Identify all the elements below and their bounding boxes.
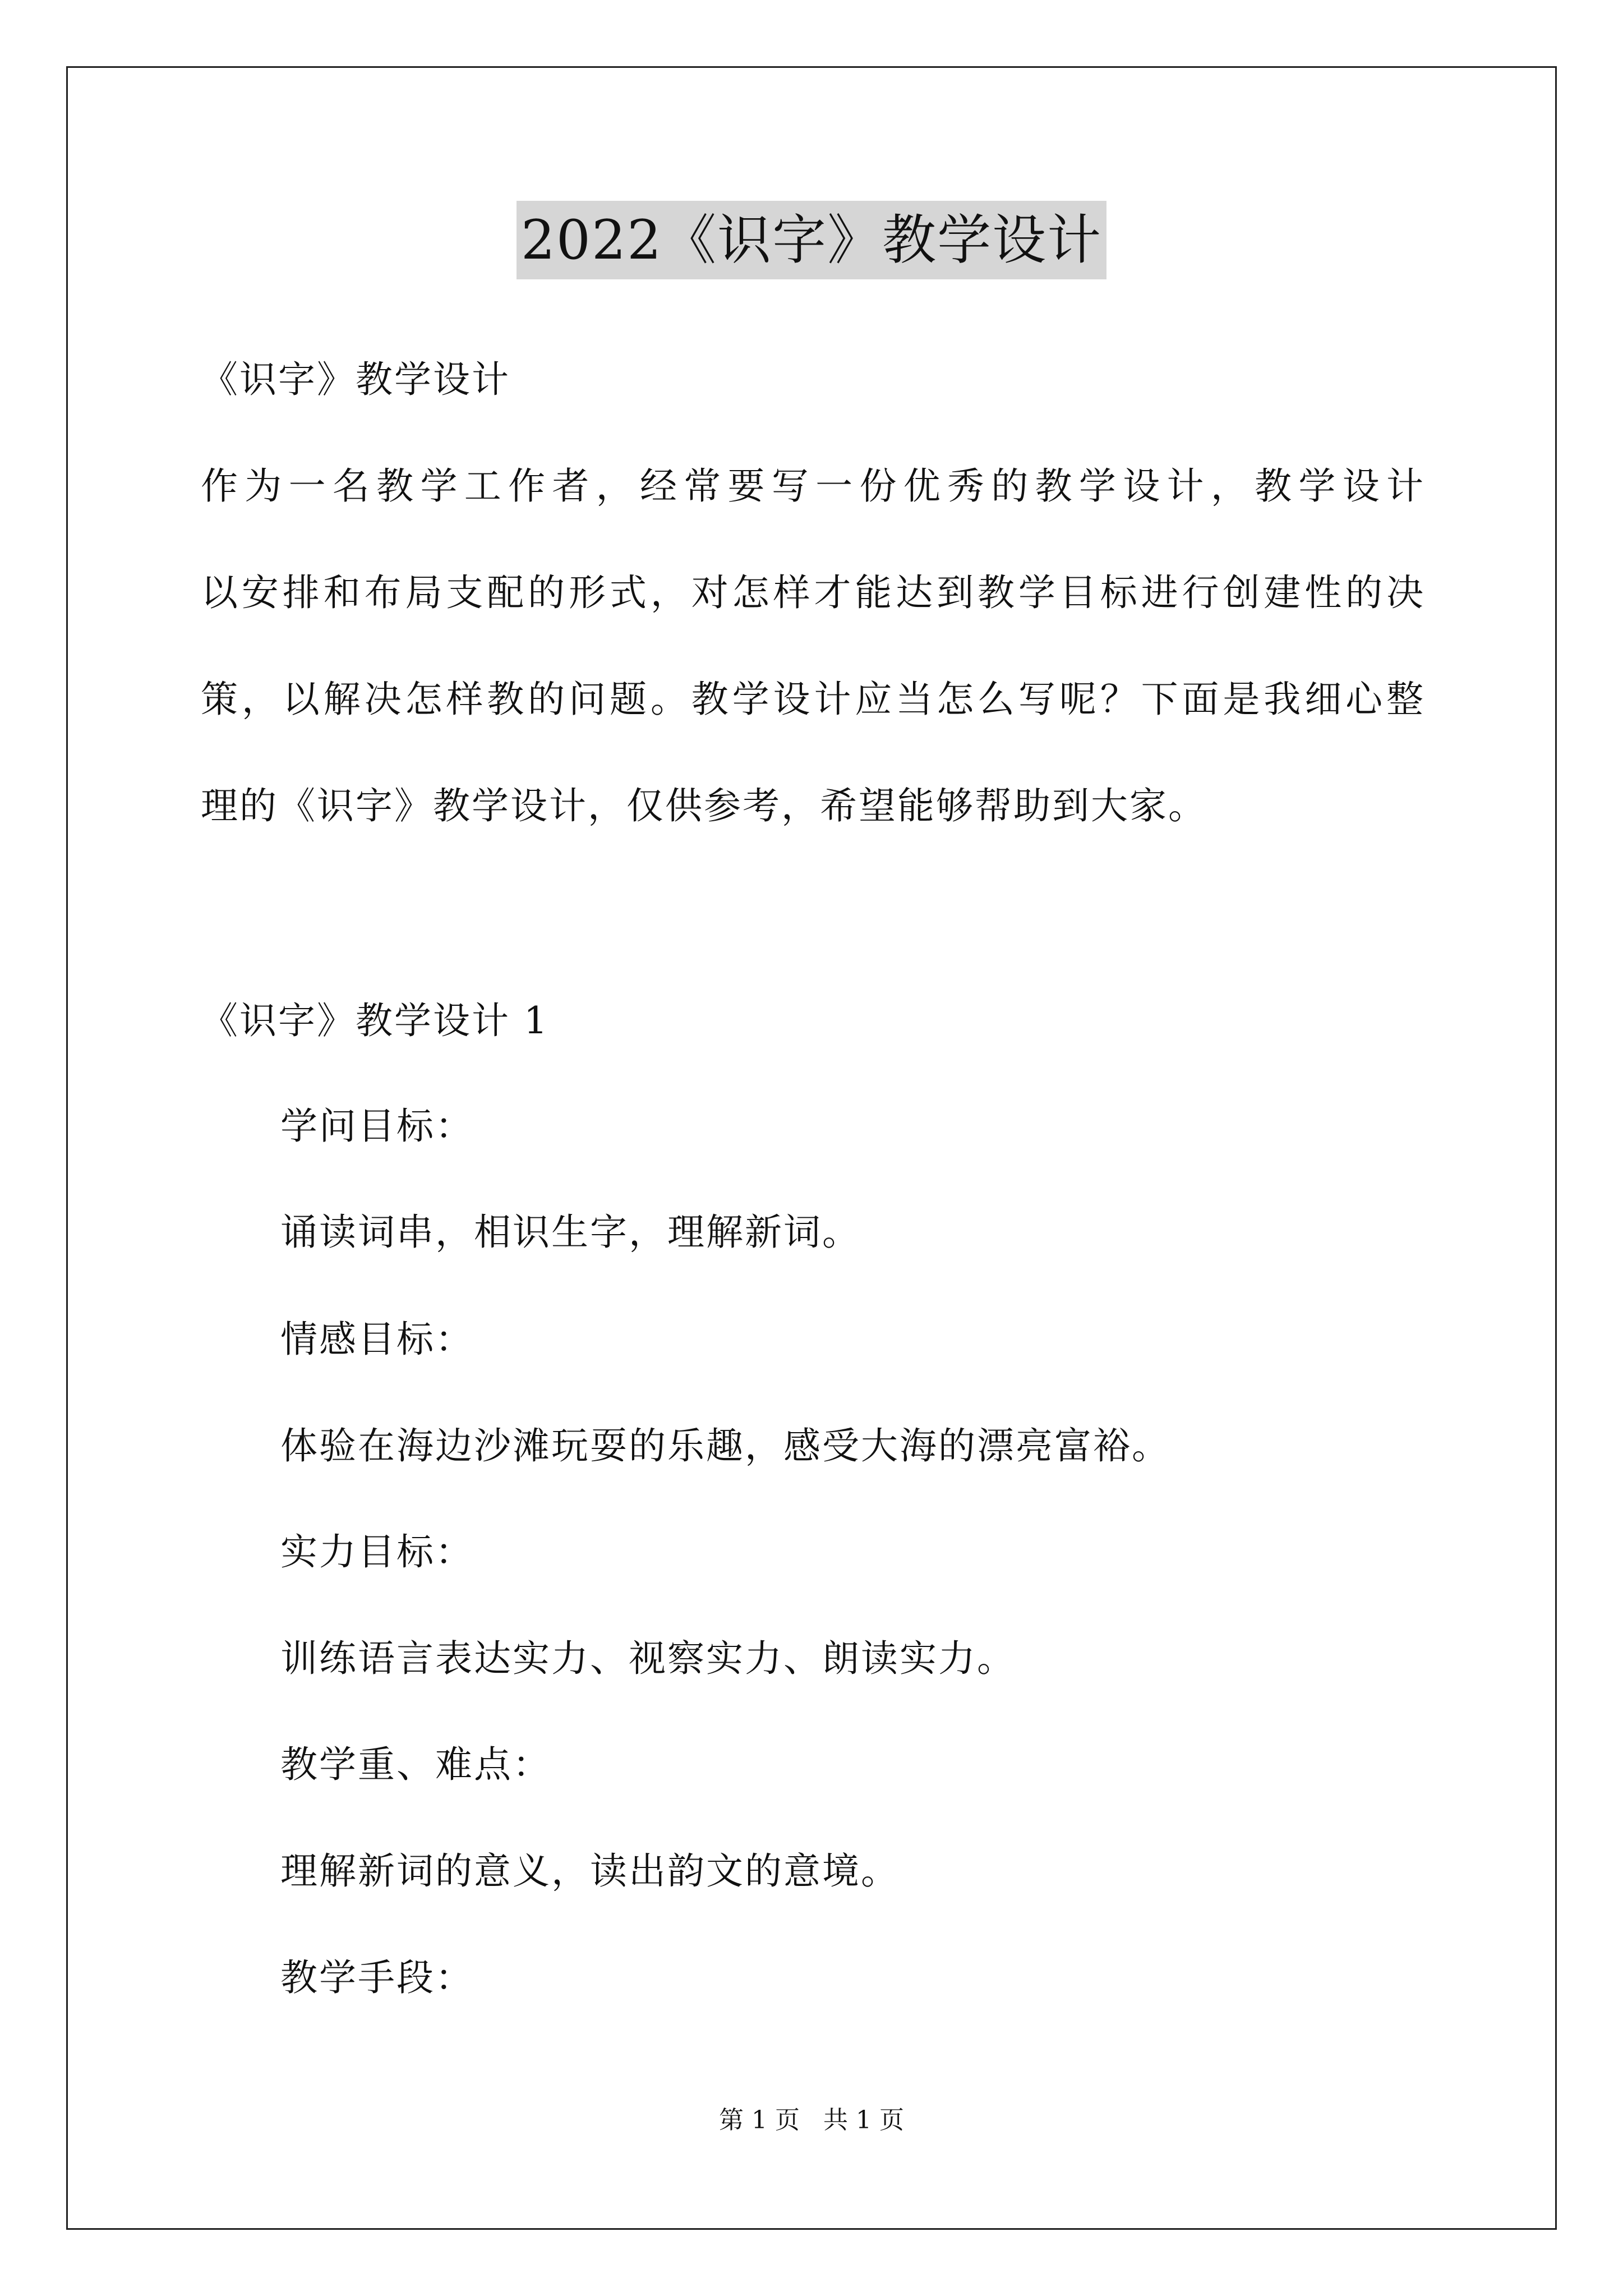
intro-line-4: 理的《识字》教学设计，仅供参考，希望能够帮助到大家。 (201, 784, 1207, 827)
list-item: 理解新词的意义，读出韵文的意境。 (280, 1849, 900, 1893)
list-item: 诵读词串，相识生字，理解新词。 (280, 1211, 861, 1254)
list-item: 学问目标： (280, 1105, 474, 1148)
list-item: 体验在海边沙滩玩耍的乐趣，感受大海的漂亮富裕。 (280, 1424, 1170, 1467)
list-item: 训练语言表达实力、视察实力、朗读实力。 (280, 1637, 1016, 1680)
section-heading: 《识字》教学设计 1 (201, 999, 549, 1042)
list-item: 教学手段： (280, 1956, 474, 1999)
page-footer: 第 1 页 共 1 页 (719, 2106, 904, 2134)
list-item: 教学重、难点： (280, 1743, 551, 1786)
intro-line-1: 作为一名教学工作者，经常要写一份优秀的教学设计，教学设计 (201, 464, 1423, 508)
intro-line-2: 以安排和布局支配的形式，对怎样才能达到教学目标进行创建性的决 (201, 571, 1423, 614)
document-title: 2022《识字》教学设计 (517, 201, 1106, 279)
subtitle: 《识字》教学设计 (201, 358, 510, 401)
list-item: 实力目标： (280, 1530, 474, 1573)
intro-line-3: 策，以解决怎样教的问题。教学设计应当怎么写呢？下面是我细心整 (201, 678, 1423, 721)
title-container (0, 201, 1623, 279)
list-item: 情感目标： (280, 1318, 474, 1361)
